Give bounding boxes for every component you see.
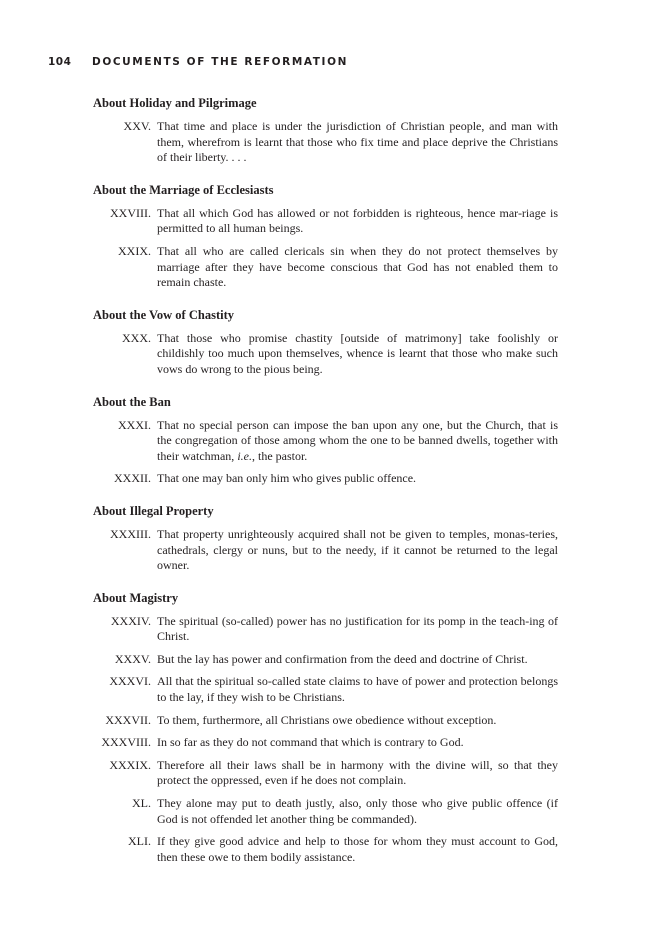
- article-xxviii: [93, 206, 558, 237]
- section-heading: About the Vow of Chastity: [93, 307, 234, 322]
- article-numeral: XXXV.: [114, 651, 151, 666]
- section-heading: About the Marriage of Ecclesiasts: [93, 182, 274, 197]
- page-content: [93, 95, 558, 881]
- article-numeral: XXXVIII.: [101, 735, 151, 750]
- article-text: That all who are called clericals sin when they do not protect themselves by marriage after they have become conscious that God has not enabled them to remain chaste.: [157, 243, 558, 290]
- section-heading: About Holiday and Pilgrimage: [93, 96, 257, 110]
- article-xxix: [93, 244, 558, 291]
- article-numeral: XXXI.: [118, 417, 151, 432]
- article-text: [157, 418, 558, 465]
- article-numeral: XXXII.: [114, 471, 151, 486]
- article-text: In so far as they do not command that which is contrary to God.: [157, 735, 464, 750]
- article-xl: [93, 796, 558, 827]
- article-text: That those who promise chastity [outside of matrimony] take foolishly or childishly too much upon themselves, whence is learnt that those who make such vows do wrong to the pious being.: [157, 330, 558, 376]
- article-text-italic: i.e.: [237, 448, 252, 463]
- article-numeral: XL.: [132, 796, 151, 811]
- article-xxxvi: [93, 674, 558, 705]
- article-text: They alone may put to death justly, also, only those who give public offence (if God is not offended let another thing be commanded).: [157, 796, 558, 826]
- article-xxxii: [93, 471, 558, 487]
- article-numeral: XXX.: [122, 330, 151, 345]
- article-numeral: XLI.: [128, 834, 151, 849]
- article-text: If they give good advice and help to those for whom they must account to God, then these owe to them bodily assistance.: [157, 834, 558, 864]
- section-heading: About Illegal Property: [93, 503, 214, 518]
- section-heading: About Magistry: [93, 590, 179, 605]
- article-xxx: [93, 331, 558, 378]
- article-text: That one may ban only him who gives public offence.: [157, 471, 417, 486]
- article-xxxix: [93, 758, 558, 789]
- article-numeral: XXVIII.: [110, 205, 151, 220]
- page-number: 104: [48, 56, 72, 68]
- section-holiday-and-pilgrimage: [93, 95, 558, 166]
- article-numeral: XXXVI.: [109, 674, 151, 689]
- article-numeral: XXIX.: [118, 243, 151, 258]
- article-numeral: XXXVII.: [105, 712, 151, 727]
- article-xxxv: [93, 652, 558, 668]
- article-numeral: XXXIX.: [109, 757, 151, 772]
- article-xxxvii: [93, 713, 558, 729]
- article-xxxiv: [93, 614, 558, 645]
- article-numeral: XXXIII.: [110, 526, 151, 541]
- article-numeral: XXV.: [123, 119, 151, 133]
- article-numeral: XXXIV.: [110, 613, 151, 628]
- article-xli: [93, 834, 558, 865]
- article-xxxviii: [93, 735, 558, 751]
- article-text: The spiritual (so-called) power has no justification for its pomp in the teach-ing of Christ.: [157, 613, 558, 644]
- running-title: DOCUMENTS OF THE REFORMATION: [92, 56, 348, 68]
- running-head: [48, 56, 348, 68]
- article-text: Therefore all their laws shall be in harmony with the divine will, so that they protect the oppressed, even if he does not complain.: [157, 757, 558, 788]
- section-magistry: [93, 590, 558, 866]
- article-text: That time and place is under the jurisdiction of Christian people, and man with them, wherefrom is learnt that those who fix time and place deprive the Christians of their liberty. . . .: [157, 119, 558, 165]
- article-text: That all which God has allowed or not forbidden is righteous, hence mar-riage is permitted to all human beings.: [157, 205, 558, 236]
- section-marriage-of-ecclesiasts: [93, 182, 558, 291]
- article-text-part: That no special person can impose the ban upon any one, but the Church, that is the congregation of those among whom the one to be banned dwells, together with their watchman,: [157, 417, 558, 463]
- section-the-ban: [93, 394, 558, 487]
- article-text: But the lay has power and confirmation from the deed and doctrine of Christ.: [157, 651, 528, 666]
- article-text: That property unrighteously acquired shall not be given to temples, monas-teries, cathedrals, clergy or nuns, but to the needy, if it cannot be returned to the legal owner.: [157, 526, 558, 573]
- article-text-part: , the pastor.: [251, 448, 308, 463]
- section-illegal-property: [93, 503, 558, 574]
- article-text: All that the spiritual so-called state claims to have of power and protection belongs to the lay, if they wish to be Christians.: [157, 674, 558, 705]
- article-xxxi: [93, 418, 558, 465]
- section-heading: About the Ban: [93, 394, 171, 409]
- article-xxv: [93, 119, 558, 166]
- article-xxxiii: [93, 527, 558, 574]
- section-vow-of-chastity: [93, 307, 558, 378]
- article-text: To them, furthermore, all Christians owe obedience without exception.: [157, 712, 497, 727]
